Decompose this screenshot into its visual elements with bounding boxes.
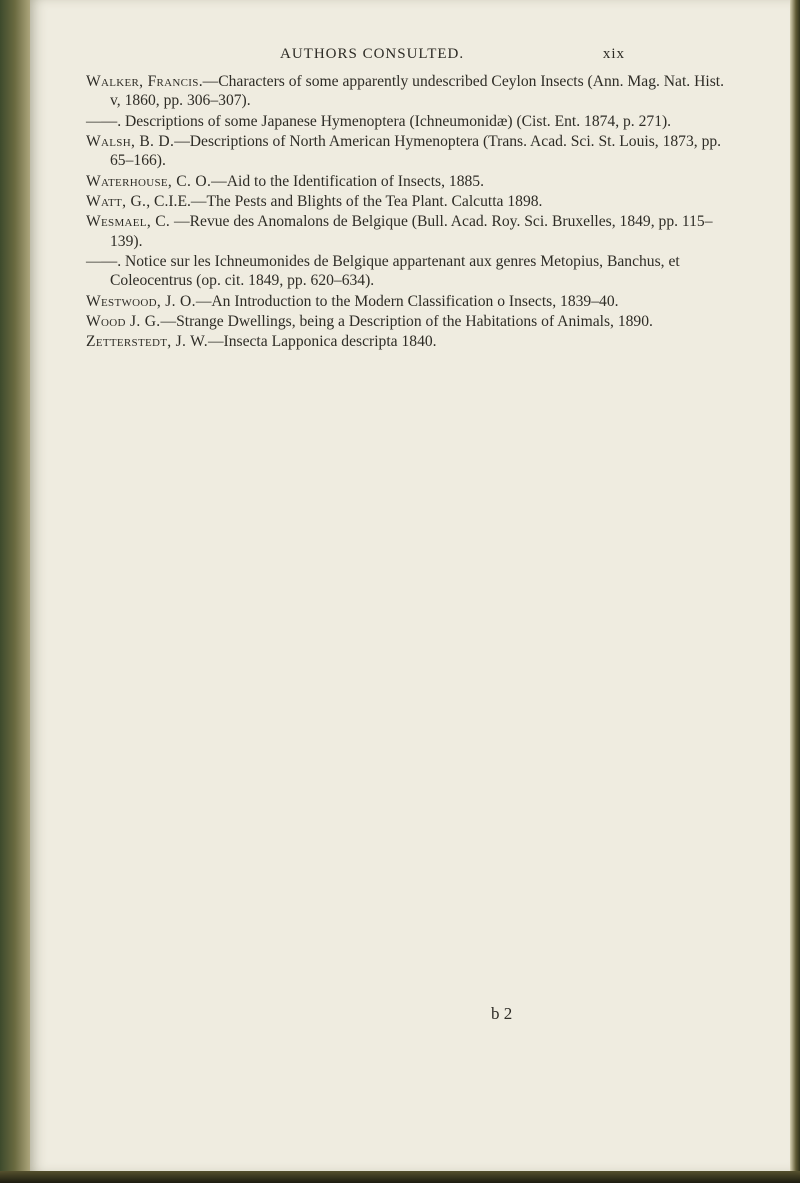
entry-text: ——. Notice sur les Ichneumonides de Belgique appartenant aux genres Metopius, Banchus, et Coleocentrus (op. cit. 1849, pp. 620–634). (86, 252, 680, 290)
bibliography-entry (86, 192, 726, 211)
bibliography-entry (86, 332, 726, 351)
entry-author: Walsh, B. D. (86, 132, 175, 150)
entry-author: Zetterstedt, J. W. (86, 333, 208, 351)
entry-text: —Aid to the Identification of Insects, 1885. (211, 172, 484, 190)
bibliography-entry (86, 212, 726, 250)
bibliography-entry (86, 292, 726, 311)
entry-author: Walker, Francis (86, 73, 199, 90)
bibliography-entry (86, 132, 726, 170)
entry-author: Westwood, J. O. (86, 292, 196, 310)
entry-text: .—Characters of some apparently undescribed Ceylon Insects (Ann. Mag. Nat. Hist. v, 1860, pp. 306–307). (110, 73, 724, 110)
page-bottom-edge (0, 1171, 800, 1183)
entry-author: Wood J. G. (86, 312, 161, 330)
running-title: AUTHORS CONSULTED. (280, 46, 465, 62)
bibliography-entry (86, 252, 726, 290)
entry-text: —Strange Dwellings, being a Description of the Habitations of Animals, 1890. (160, 312, 653, 330)
bibliography-entry (86, 172, 726, 191)
entry-text: , C.I.E.—The Pests and Blights of the Tea Plant. Calcutta 1898. (146, 192, 543, 210)
page-number: xix (602, 46, 625, 62)
bibliography-entry (86, 112, 726, 131)
entry-author: Watt, G. (86, 192, 147, 210)
entry-text: ——. Descriptions of some Japanese Hymenoptera (Ichneumonidæ) (Cist. Ent. 1874, p. 271). (86, 112, 672, 130)
entry-text: —Revue des Anomalons de Belgique (Bull. Acad. Roy. Sci. Bruxelles, 1849, pp. 115–139). (110, 213, 713, 250)
entry-text: —Descriptions of North American Hymenoptera (Trans. Acad. Sci. St. Louis, 1873, pp. 65–166). (110, 132, 722, 170)
entry-author: Waterhouse, C. O. (86, 172, 212, 190)
entry-author: Wesmael, C. (86, 213, 171, 231)
page-right-edge (790, 0, 800, 1183)
entry-text: —Insecta Lapponica descripta 1840. (207, 333, 437, 351)
signature-mark: b 2 (491, 1004, 513, 1023)
bibliography-entry (86, 312, 726, 331)
bibliography-entry (86, 72, 726, 110)
bibliography-list (86, 72, 726, 353)
entry-text: —An Introduction to the Modern Classification o Insects, 1839–40. (195, 292, 619, 310)
